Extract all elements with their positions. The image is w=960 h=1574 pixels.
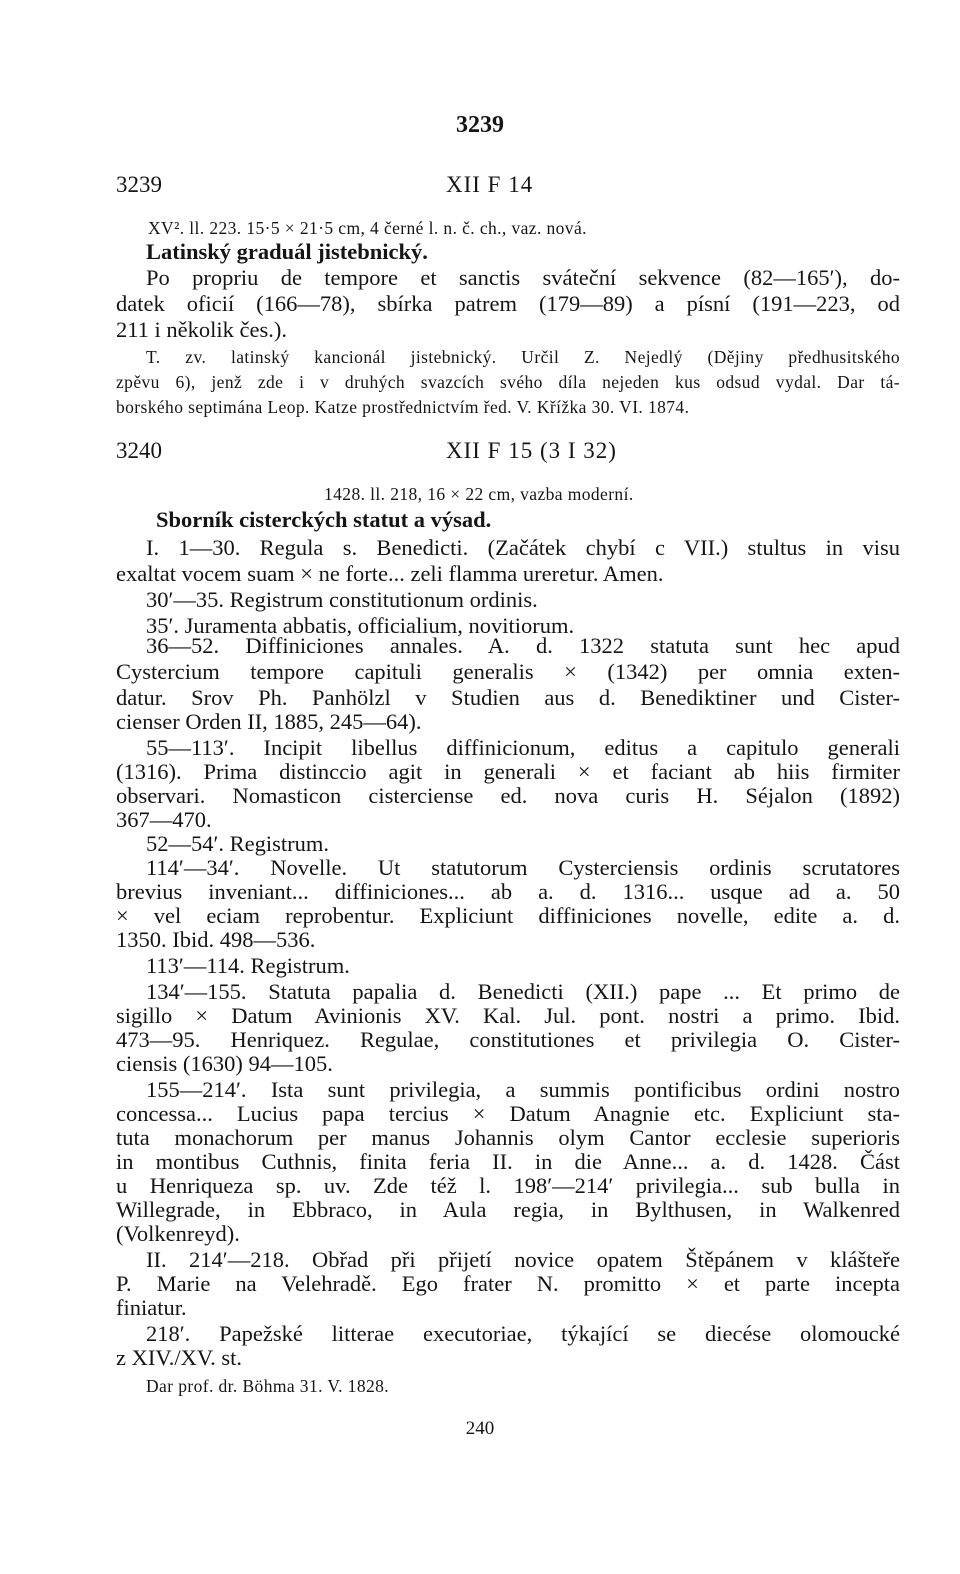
text-line: concessa... Lucius papa tercius × Datum Anagnie etc. Expliciunt sta- (116, 1101, 900, 1126)
text-line: sigillo × Datum Avinionis XV. Kal. Jul. pont. nostri a primo. Ibid. (116, 1003, 900, 1028)
text-line: Willegrade, in Ebbraco, in Aula regia, in Bylthusen, in Walkenred (116, 1197, 900, 1222)
note-line: borského septimána Leop. Katze prostřednictvím řed. V. Křížka 30. VI. 1874. (116, 397, 690, 417)
text-line: 473—95. Henriquez. Regulae, constitutiones et privilegia O. Cister- (116, 1027, 900, 1052)
provenance-note: Dar prof. dr. Böhma 31. V. 1828. (146, 1376, 390, 1396)
entry-number: 3240 (116, 438, 162, 463)
entry-header (116, 438, 796, 468)
note-line: T. zv. latinský kancionál jistebnický. Určil Z. Nejedlý (Dějiny předhusitského (146, 347, 900, 367)
text-line: 134′—155. Statuta papalia d. Benedicti (XII.) pape ... Et primo de (146, 979, 900, 1004)
entry-title: Latinský graduál jistebnický. (146, 239, 428, 264)
text-line: I. 1—30. Regula s. Benedicti. (Začátek chybí c VII.) stultus in visu (146, 535, 900, 560)
text-line: (Volkenreyd). (116, 1221, 240, 1246)
text-line: finiatur. (116, 1295, 187, 1320)
text-line: brevius inveniant... diffiniciones... ab a. d. 1316... usque ad a. 50 (116, 879, 900, 904)
text-line: 52—54′. Registrum. (146, 831, 330, 856)
text-line: ciensis (1630) 94—105. (116, 1051, 333, 1076)
physical-description: 1428. ll. 218, 16 × 22 cm, vazba moderní. (324, 484, 634, 504)
physical-description: XV². ll. 223. 15·5 × 21·5 cm, 4 černé l. n. č. ch., vaz. nová. (148, 218, 587, 238)
shelf-signature: XII F 15 (3 I 32) (446, 438, 617, 463)
text-line: u Henriqueza sp. uv. Zde též l. 198′—214′ privilegia... sub bulla in (116, 1173, 900, 1198)
entry-title: Sborník cisterckých statut a výsad. (156, 507, 492, 532)
text-line: 113′—114. Registrum. (146, 953, 350, 978)
text-line: z XIV./XV. st. (116, 1345, 243, 1370)
text-line: 35′. Juramenta abbatis, officialium, novitiorum. (146, 613, 575, 638)
text-line: 114′—34′. Novelle. Ut statutorum Cysterciensis ordinis scrutatores (146, 855, 900, 880)
text-line: tuta monachorum per manus Johannis olym Cantor ecclesie superioris (116, 1125, 900, 1150)
text-line: cienser Orden II, 1885, 245—64). (116, 709, 422, 734)
text-line: datek oficií (166—78), sbírka patrem (179—89) a písní (191—223, od (116, 291, 900, 316)
text-line: P. Marie na Velehradě. Ego frater N. promitto × et parte incepta (116, 1271, 900, 1296)
text-line: datur. Srov Ph. Panhölzl v Studien aus d. Benediktiner und Cister- (116, 685, 900, 710)
text-line: observari. Nomasticon cisterciense ed. nova curis H. Séjalon (1892) (116, 783, 900, 808)
text-line: in montibus Cuthnis, finita feria II. in die Anne... a. d. 1428. Část (116, 1149, 900, 1174)
text-line: 367—470. (116, 807, 212, 832)
shelf-signature: XII F 14 (446, 172, 534, 197)
note-line: zpěvu 6), jenž zde i v druhých svazcích svého díla nejeden kus odsud vydal. Dar tá- (116, 372, 900, 392)
text-line: Po propriu de tempore et sanctis sváteční sekvence (82—165′), do- (146, 265, 900, 290)
text-line: 30′—35. Registrum constitutionum ordinis. (146, 587, 538, 612)
text-line: 1350. Ibid. 498—536. (116, 927, 316, 952)
entry-header (116, 172, 796, 202)
entry-number: 3239 (116, 172, 162, 197)
text-line: exaltat vocem suam × ne forte... zeli flamma ureretur. Amen. (116, 561, 664, 586)
page-number: 240 (465, 1418, 495, 1439)
text-line: (1316). Prima distinccio agit in generali × et faciant ab hiis firmiter (116, 759, 900, 784)
text-line: II. 214′—218. Obřad při přijetí novice opatem Štěpánem v klášteře (146, 1247, 900, 1272)
text-line: 155—214′. Ista sunt privilegia, a summis pontificibus ordini nostro (146, 1077, 900, 1102)
text-line: × vel eciam reprobentur. Expliciunt diffiniciones novelle, edite a. d. (116, 903, 900, 928)
text-line: 218′. Papežské litterae executoriae, týkající se diecése olomoucké (146, 1321, 900, 1346)
text-line: 36—52. Diffiniciones annales. A. d. 1322 statuta sunt hec apud (146, 633, 900, 658)
text-line: 55—113′. Incipit libellus diffinicionum, editus a capitulo generali (146, 735, 900, 760)
running-head: 3239 (456, 112, 504, 138)
text-line: Cystercium tempore capituli generalis × (1342) per omnia exten- (116, 659, 900, 684)
text-line: 211 i několik čes.). (116, 317, 288, 342)
